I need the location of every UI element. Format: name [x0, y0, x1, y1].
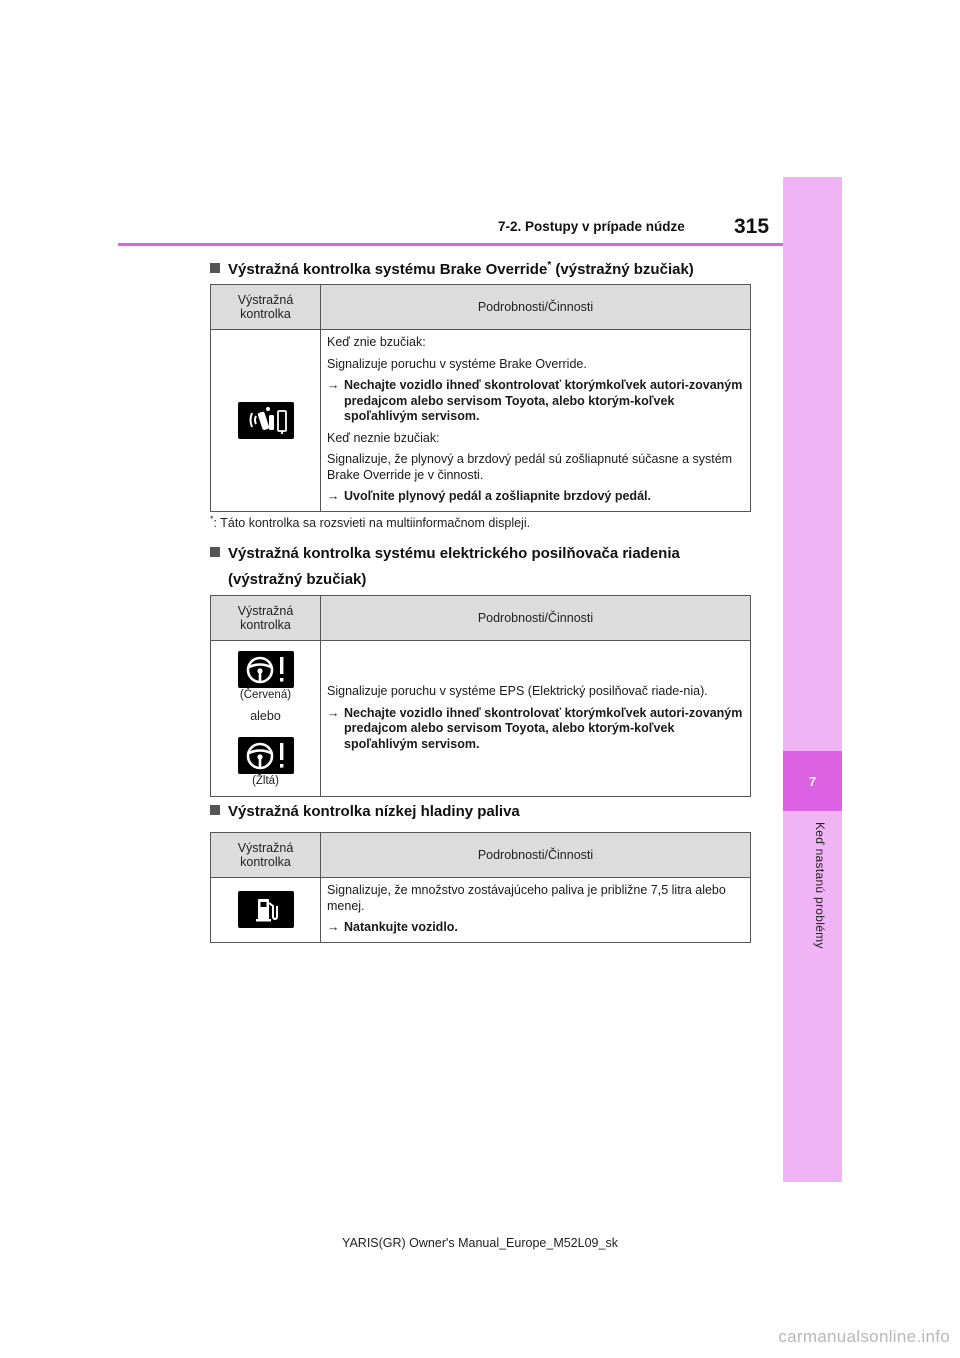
heading-brake-override: Výstražná kontrolka systému Brake Override* (výstražný bzučiak) — [210, 255, 694, 281]
table-header-indicator: Výstražná kontrolka — [211, 596, 321, 641]
action-text: → Uvoľnite plynový pedál a zošliapnite brzdový pedál. — [327, 489, 651, 503]
manual-footer: YARIS(GR) Owner's Manual_Europe_M52L09_sk — [342, 1236, 618, 1250]
brake-override-warning-icon — [238, 402, 294, 439]
table-header-indicator: Výstražná kontrolka — [211, 285, 321, 330]
icon-caption-yellow: (Žltá) — [252, 775, 279, 787]
chapter-number: 7 — [783, 751, 842, 811]
detail-text: Signalizuje poruchu v systéme EPS (Elektrický posilňovač riade-nia). — [327, 684, 708, 698]
detail-text: Signalizuje poruchu v systéme Brake Override. — [327, 356, 587, 371]
arrow-icon: → — [327, 489, 340, 503]
steering-warning-icon — [238, 737, 294, 774]
detail-text: Keď znie bzučiak: — [327, 335, 426, 349]
page-number: 315 — [734, 215, 770, 238]
table-header-details: Podrobnosti/Činnosti — [321, 285, 751, 330]
arrow-icon: → — [327, 378, 340, 392]
heading-low-fuel: Výstražná kontrolka nízkej hladiny paliva — [210, 801, 520, 823]
eps-table — [210, 595, 751, 797]
table-header-details: Podrobnosti/Činnosti — [321, 833, 751, 878]
heading-eps: Výstražná kontrolka systému elektrického posilňovača riadenia (výstražný bzučiak) — [210, 543, 680, 591]
table-header-details: Podrobnosti/Činnosti — [321, 596, 751, 641]
low-fuel-table — [210, 832, 751, 943]
square-bullet-icon — [210, 547, 220, 557]
square-bullet-icon — [210, 805, 220, 815]
arrow-icon: → — [327, 920, 340, 934]
detail-text: Signalizuje, že plynový a brzdový pedál sú zošliapnuté súčasne a systém Brake Override je v činnosti. — [327, 452, 733, 482]
action-text: → Natankujte vozidlo. — [327, 920, 458, 934]
footnote: *: Táto kontrolka sa rozsvieti na multiinformačnom displeji. — [210, 514, 531, 531]
detail-text: Signalizuje, že množstvo zostávajúceho paliva je približne 7,5 litra alebo menej. — [327, 883, 726, 913]
icon-or-label: alebo — [250, 709, 281, 723]
footnote-ref: * — [547, 260, 552, 271]
watermark: carmanualsonline.info — [778, 1327, 950, 1346]
icon-caption-red: (Červená) — [239, 689, 292, 701]
table-header-indicator: Výstražná kontrolka — [211, 833, 321, 878]
chapter-label: Keď nastanú problémy — [813, 822, 827, 949]
action-text: → Nechajte vozidlo ihneď skontrolovať ktorýmkoľvek autori-zovaným predajcom alebo servisom Toyota, alebo ktorým-koľvek spoľahlivým servisom. — [327, 378, 743, 423]
arrow-icon: → — [327, 705, 340, 720]
detail-text: Keď neznie bzučiak: — [327, 430, 440, 445]
fuel-pump-icon — [238, 891, 294, 928]
brake-override-table — [210, 284, 751, 512]
action-text: → Nechajte vozidlo ihneď skontrolovať ktorýmkoľvek autori-zovaným predajcom alebo servisom Toyota, alebo ktorým-koľvek spoľahlivým servisom. — [327, 705, 743, 751]
chapter-side-tab — [783, 177, 842, 1182]
header-rule — [118, 243, 783, 246]
steering-warning-icon — [238, 651, 294, 688]
square-bullet-icon — [210, 263, 220, 273]
section-title: 7-2. Postupy v prípade núdze — [498, 219, 685, 234]
